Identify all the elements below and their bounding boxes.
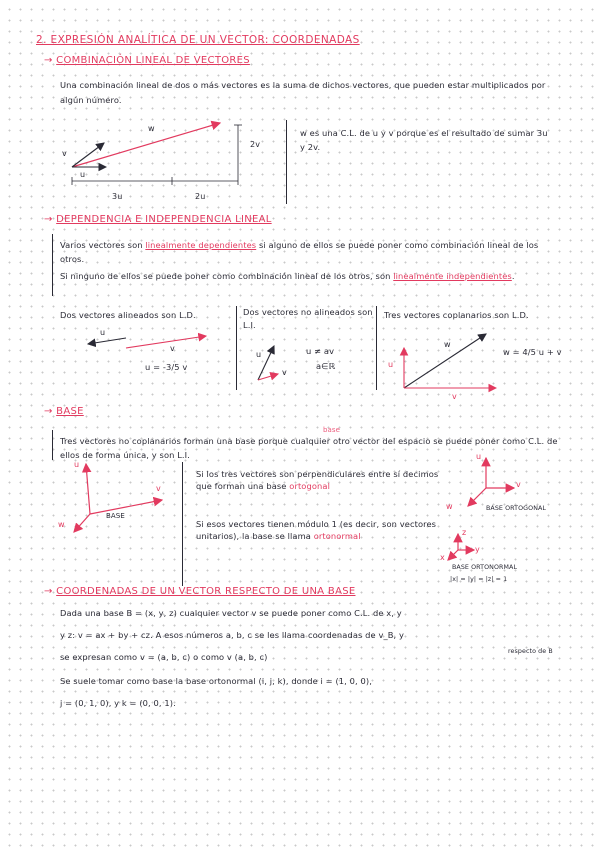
fig1-label: BASE	[106, 512, 125, 520]
col2-figure	[252, 340, 312, 390]
base-divider	[182, 462, 183, 586]
coordenadas-line3: se expresan como v = (a, b, c) o como v (a, b, c)	[60, 652, 268, 662]
fig2-label-v: v	[516, 480, 521, 489]
fig1-label-w: w	[58, 520, 65, 529]
col-divider-1	[236, 306, 237, 390]
base-heading: → BASE	[44, 406, 84, 417]
dependencia-p2	[60, 269, 565, 283]
coordenadas-heading: → COORDENADAS DE UN VECTOR RESPECTO DE UNA BASE	[44, 586, 356, 597]
dependencia-col1-title: Dos vectores alineados son L.D.	[60, 310, 196, 320]
col1-label-v: v	[170, 344, 175, 353]
col2-formula: u ≠ av	[306, 346, 335, 356]
base-orth-a: Si los tres vectores son perpendiculares entre sí decimos que forman una base	[196, 469, 439, 491]
fig1-vector-v	[90, 500, 162, 514]
label-2v: 2v	[250, 140, 261, 149]
label-3u: 3u	[112, 192, 123, 201]
base-orthn-key: ortonormal	[313, 531, 361, 541]
label-v: v	[62, 149, 67, 158]
label-u: u	[80, 170, 86, 179]
coordenadas-line1: Dada una base B = (x, y, z) cualquier vector v se puede poner como C.L. de x, y	[60, 608, 402, 618]
coordenadas-line5: j = (0, 1, 0), y k = (0, 0, 1).	[60, 698, 176, 708]
coordenadas-respecto: respecto de B	[508, 648, 553, 655]
vector-w	[72, 123, 220, 167]
col1-label-u: u	[100, 328, 106, 337]
col1-formula: u = -3/5 v	[145, 362, 188, 372]
fig3-label-x: x	[440, 553, 445, 562]
label-2u: 2u	[195, 192, 206, 201]
fig2-label-u: u	[476, 452, 482, 461]
combinacion-heading: → COMBINACIÓN LINEAL DE VECTORES	[44, 55, 250, 66]
fig1-vector-w	[74, 514, 90, 532]
col1-figure	[86, 328, 236, 358]
combinacion-note: w es una C.L. de u y v porque es el resultado de sumar 3u y 2v.	[300, 128, 548, 152]
label-w: w	[148, 124, 155, 133]
col2-cond: a∈ℝ	[316, 361, 336, 371]
dependencia-p1-key: linealmente dependientes	[145, 240, 257, 250]
col3-label-u: u	[388, 360, 394, 369]
fig3-label-z: z	[462, 528, 467, 537]
dependencia-p2-a: Si ninguno de ellos se puede poner como combinación lineal de los otros, son	[60, 271, 394, 281]
base-orth-key: ortogonal	[289, 481, 330, 491]
fig3-cond: |x| = |y| = |z| = 1	[450, 576, 508, 583]
dependencia-p1-b: si alguno de ellos se puede poner como combinación lineal de los otros.	[60, 240, 539, 264]
fig1-vector-u	[86, 464, 90, 514]
combinacion-definition: Una combinación lineal de dos o más vectores es la suma de dichos vectores, que pueden estar multiplicados por algún número.	[60, 80, 546, 105]
base-fig3	[440, 530, 500, 566]
combinacion-figure	[60, 115, 300, 215]
col1-vector-u	[88, 338, 126, 344]
base-orthn-a: Si esos vectores tienen módulo 1 (es decir, son vectores unitarios), la base se llama	[196, 519, 437, 541]
dependencia-margin-line	[52, 234, 53, 296]
page-title: 2. EXPRESIÓN ANALÍTICA DE UN VECTOR: COORDENADAS	[36, 34, 360, 46]
fig2-label: BASE ORTOGONAL	[486, 505, 547, 512]
fig3-label-y: y	[475, 545, 480, 554]
col3-label-v: v	[452, 392, 457, 401]
base-p1: Tres vectores no coplanarios forman una base porque cualquier otro vector del espacio se puede poner como C.L. de ellos de forma única, y son L.I.	[60, 436, 558, 460]
divider	[286, 120, 287, 204]
coordenadas-line2: y z: v = ax + by + cz. A esos números a, b, c se les llama coordenadas de v_B, y	[60, 630, 405, 640]
fig3-label: BASE ORTONORMAL	[452, 564, 518, 571]
dependencia-p2-end: .	[511, 271, 515, 281]
col3-formula: w = 4/5 u + v	[503, 347, 562, 357]
base-orth-text	[196, 468, 446, 492]
col2-label-u: u	[256, 350, 262, 359]
fig2-vector-w	[468, 488, 486, 506]
fig2-label-w: w	[446, 502, 453, 511]
col3-label-w: w	[444, 340, 451, 349]
combinacion-heading-text: COMBINACIÓN LINEAL DE VECTORES	[56, 55, 250, 66]
base-p1-key: base	[323, 426, 341, 434]
base-margin-line	[52, 430, 53, 460]
dependencia-heading-text: DEPENDENCIA E INDEPENDENCIA LINEAL	[56, 214, 272, 225]
base-heading-text: BASE	[56, 406, 84, 417]
base-fig1	[64, 456, 174, 536]
coordenadas-heading-text: COORDENADAS DE UN VECTOR RESPECTO DE UNA BASE	[56, 586, 356, 597]
dependencia-p1	[60, 238, 565, 266]
dependencia-p1-a: Varios vectores son	[60, 240, 146, 250]
col1-vector-v	[126, 336, 206, 348]
fig1-label-v: v	[156, 484, 161, 493]
fig3-vector-x	[448, 550, 458, 560]
vector-v	[72, 143, 104, 167]
dependencia-col3-title: Tres vectores coplanarios son L.D.	[384, 310, 529, 320]
dependencia-heading: → DEPENDENCIA E INDEPENDENCIA LINEAL	[44, 214, 272, 225]
col3-figure	[398, 330, 508, 400]
coordenadas-line4: Se suele tomar como base la base ortonormal (i, j, k), donde i = (1, 0, 0),	[60, 676, 372, 686]
dependencia-p2-key: linealmente independientes	[393, 271, 512, 281]
dependencia-col2-title: Dos vectores no alineados son L.I.	[243, 307, 373, 330]
fig1-label-u: u	[74, 460, 80, 469]
base-orthn-text	[196, 518, 446, 542]
col2-label-v: v	[282, 368, 287, 377]
col-divider-2	[376, 306, 377, 390]
